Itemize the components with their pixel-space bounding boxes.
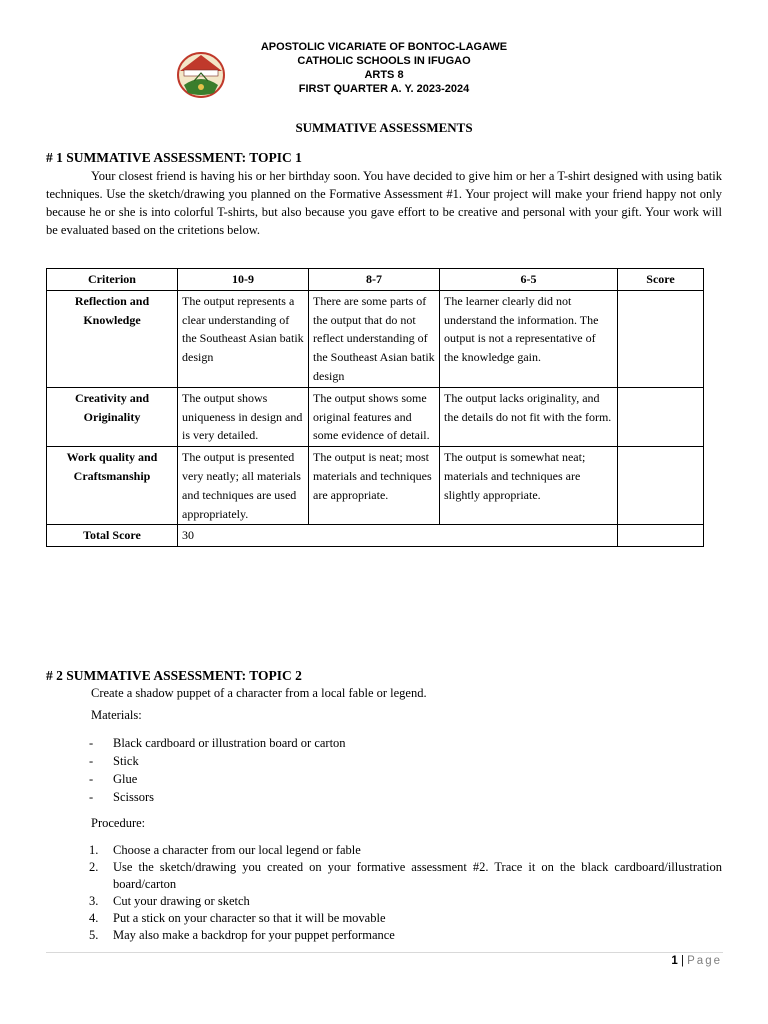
rating-cell: The output shows uniqueness in design and is very detailed.: [178, 387, 309, 446]
score-cell[interactable]: [618, 290, 704, 387]
rating-cell: The learner clearly did not understand the information. The output is not a representative of the knowledge gain.: [440, 290, 618, 387]
list-item: [91, 910, 722, 927]
material-text: Black cardboard or illustration board or carton: [113, 736, 346, 750]
header-schools: CATHOLIC SCHOOLS IN IFUGAO: [297, 55, 471, 67]
material-text: Scissors: [113, 790, 154, 804]
rubric-header-row: [47, 269, 704, 291]
step-number: 5.: [89, 928, 99, 942]
total-score-label: Total Score: [47, 525, 178, 547]
header-10-9: 10-9: [178, 269, 309, 291]
total-score-value: 30: [178, 525, 618, 547]
step-text: Put a stick on your character so that it will be movable: [113, 911, 386, 925]
page-number: 1: [671, 955, 678, 967]
section1-intro: Your closest friend is having his or her birthday soon. You have decided to give him or her a T-shirt designed with using batik techniques. Use the sketch/drawing you planned on the Formative Assessment #1. Your project will make your friend happy not only because he or she is into colorful T-shirts, but also because you gave effort to be creative and personal with your gift. Your work will be evaluated based on the critetions below.: [46, 169, 722, 237]
rating-cell: There are some parts of the output that do not reflect understanding of the Southeast Asian batik design: [309, 290, 440, 387]
list-dash: -: [89, 772, 94, 786]
total-score-row: [47, 525, 704, 547]
table-row: [47, 290, 704, 387]
step-number: 3.: [89, 894, 99, 908]
page-footer: [671, 955, 722, 967]
header-subject: ARTS 8: [364, 69, 404, 81]
rating-cell: The output lacks originality, and the details do not fit with the form.: [440, 387, 618, 446]
page-label: Page: [687, 955, 722, 967]
list-item: [91, 770, 346, 788]
header-6-5: 6-5: [440, 269, 618, 291]
list-dash: -: [89, 754, 94, 768]
rating-cell: The output is somewhat neat; materials and techniques are slightly appropriate.: [440, 447, 618, 525]
rating-cell: The output represents a clear understanding of the Southeast Asian batik design: [178, 290, 309, 387]
header-score: Score: [618, 269, 704, 291]
step-text: Choose a character from our local legend or fable: [113, 843, 361, 857]
materials-list: [91, 734, 346, 806]
header-quarter: FIRST QUARTER A. Y. 2023-2024: [298, 83, 470, 95]
list-item: [91, 893, 722, 910]
section2-intro: Create a shadow puppet of a character from a local fable or legend.: [91, 686, 427, 700]
list-item: [91, 859, 722, 893]
procedure-list: [91, 842, 722, 944]
document-title: SUMMATIVE ASSESSMENTS: [295, 120, 473, 135]
materials-label: Materials:: [91, 708, 142, 722]
procedure-label: Procedure:: [91, 816, 146, 830]
rating-cell: The output shows some original features and some evidence of detail.: [309, 387, 440, 446]
list-item: [91, 842, 722, 859]
step-number: 2.: [89, 860, 99, 874]
list-item: [91, 734, 346, 752]
list-item: [91, 752, 346, 770]
list-dash: -: [89, 736, 94, 750]
list-dash: -: [89, 790, 94, 804]
score-cell[interactable]: [618, 447, 704, 525]
header-criterion: Criterion: [47, 269, 178, 291]
material-text: Glue: [113, 772, 138, 786]
section2-heading: # 2 SUMMATIVE ASSESSMENT: TOPIC 2: [46, 668, 302, 683]
header-diocese: APOSTOLIC VICARIATE OF BONTOC-LAGAWE: [260, 41, 508, 53]
step-number: 1.: [89, 843, 99, 857]
list-item: [91, 788, 346, 806]
page-separator: |: [680, 955, 684, 967]
rubric-table: [46, 268, 704, 547]
footer-divider: [46, 952, 723, 953]
step-text: May also make a backdrop for your puppet performance: [113, 928, 395, 942]
rating-cell: The output is neat; most materials and techniques are appropriate.: [309, 447, 440, 525]
list-item: [91, 927, 722, 944]
step-number: 4.: [89, 911, 99, 925]
criterion-cell: Creativity and Originality: [47, 387, 178, 446]
step-text: Use the sketch/drawing you created on your formative assessment #2. Trace it on the black cardboard/illustration board/carton: [113, 860, 722, 891]
table-row: [47, 387, 704, 446]
score-cell[interactable]: [618, 387, 704, 446]
rating-cell: The output is presented very neatly; all materials and techniques are used appropriately.: [178, 447, 309, 525]
criterion-cell: Reflection and Knowledge: [47, 290, 178, 387]
total-score-cell[interactable]: [618, 525, 704, 547]
criterion-cell: Work quality and Craftsmanship: [47, 447, 178, 525]
step-text: Cut your drawing or sketch: [113, 894, 250, 908]
section1-heading: # 1 SUMMATIVE ASSESSMENT: TOPIC 1: [46, 150, 302, 165]
header-8-7: 8-7: [309, 269, 440, 291]
material-text: Stick: [113, 754, 139, 768]
table-row: [47, 447, 704, 525]
